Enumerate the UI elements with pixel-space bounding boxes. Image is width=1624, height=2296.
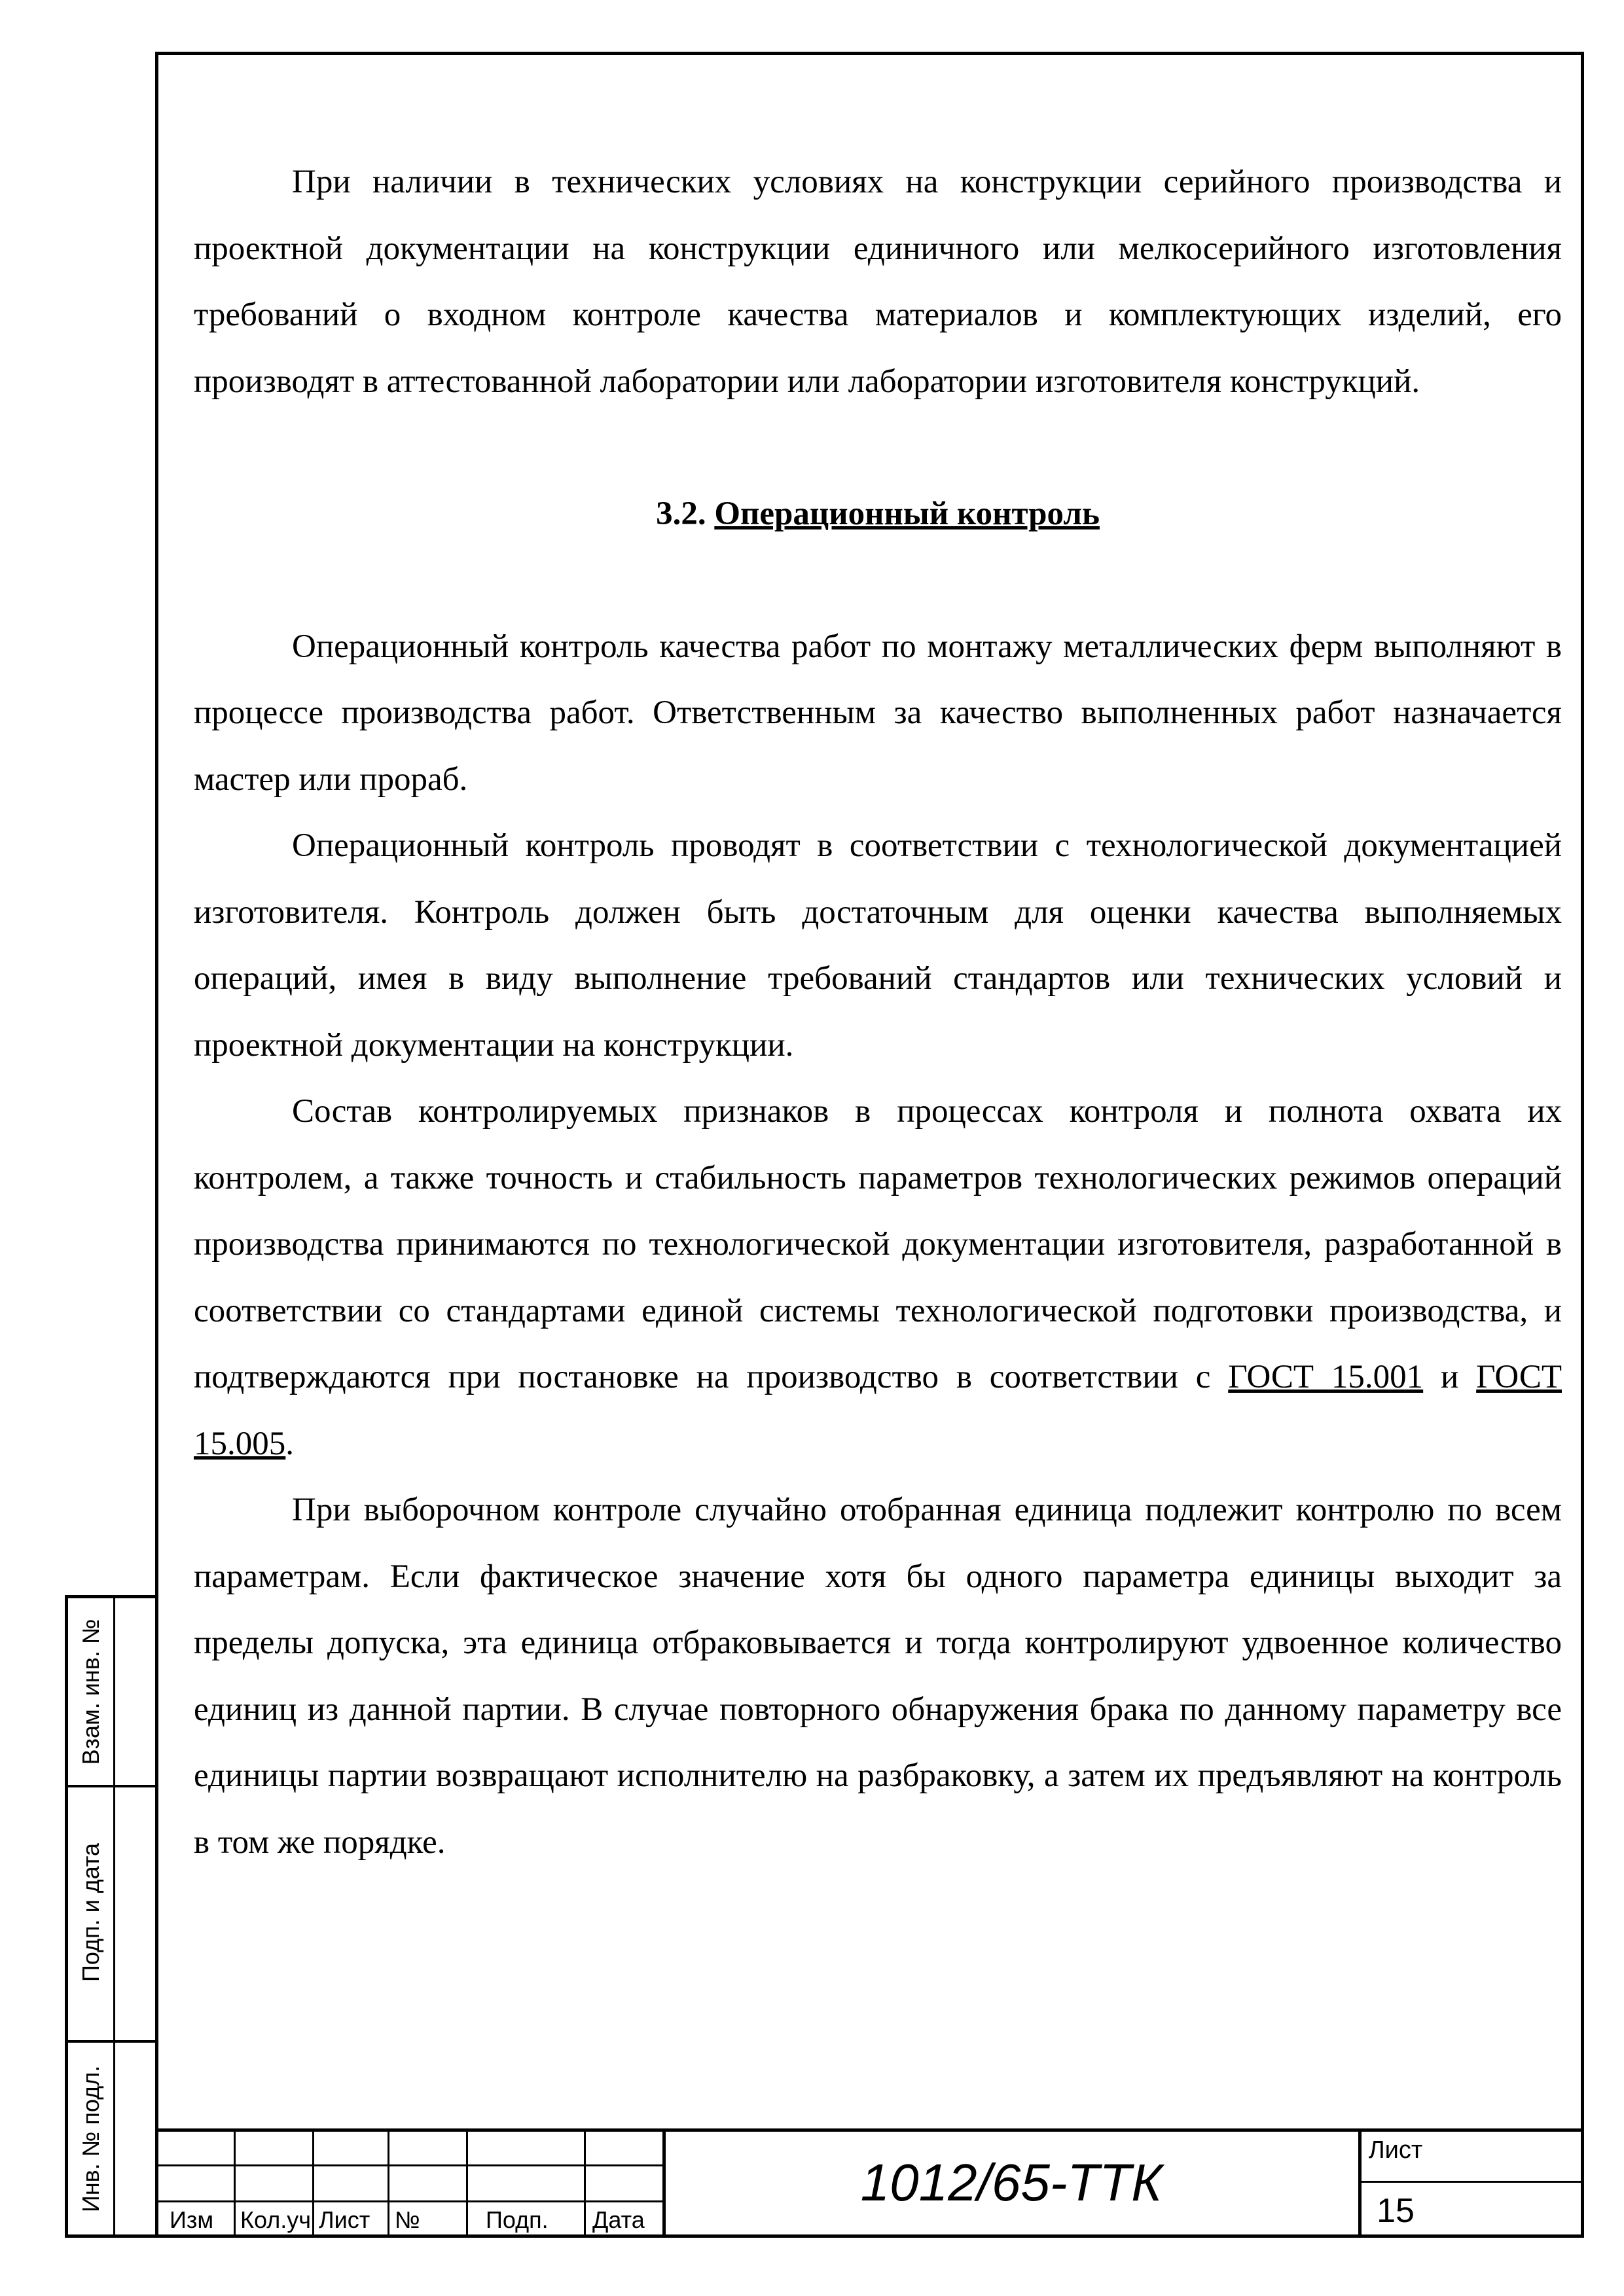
col-kol-uch: Кол.уч xyxy=(240,2206,311,2233)
title-block-col-rule xyxy=(234,2128,236,2238)
document-body xyxy=(194,149,1562,1876)
gost-15-001-link[interactable]: ГОСТ 15.001 xyxy=(1228,1359,1424,1395)
paragraph-input-control: При наличии в технических условиях на конструкции серийного производства и проектной документации на конструкции единичного или мелкосерийного изготовления требований о входном контроле качества материалов и комплектующих изделий, его производят в аттестованной лаборатории или лаборатории изготовителя конструкций. xyxy=(194,164,1562,400)
section-number: 3.2. xyxy=(656,495,715,532)
title-block-row-rule xyxy=(155,2164,662,2166)
section-heading xyxy=(194,481,1562,548)
paragraph-control-documentation: Операционный контроль проводят в соответствии с технологической документацией изготовителя. Контроль должен быть достаточным для оценки качества выполняемых операций, имея в виду выполнение требований стандартов или технических условий и проектной документации на конструкции. xyxy=(194,827,1562,1064)
paragraph-text: Состав контролируемых признаков в процессах контроля и полнота охвата их контролем, а также точность и стабильность параметров технологических режимов операций производства принимаются по технологической документации изготовителя, разработанной в соответствии со стандартами единой системы технологической подготовки производства, и подтверждаются при постановке на производство в соответствии с xyxy=(194,1093,1562,1395)
paragraph-operational-control: Операционный контроль качества работ по монтажу металлических ферм выполняют в процессе производства работ. Ответственным за качество выполненных работ назначается мастер или прораб. xyxy=(194,628,1562,798)
col-izm: Изм xyxy=(170,2206,214,2233)
paragraph-sampling-control: При выборочном контроле случайно отобранная единица подлежит контролю по всем параметрам. Если фактическое значение хотя бы одного параметра единицы выходит за пределы допуска, эта единица отбраковывается и тогда контролируют удвоенное количество единиц из данной партии. В случае повторного обнаружения брака по данному параметру все единицы партии возвращают исполнителю на разбраковку, а затем их предъявляют на контроль в том же порядке. xyxy=(194,1492,1562,1861)
sheet-number: 15 xyxy=(1377,2192,1415,2230)
title-block-sheet-rule xyxy=(1360,2181,1584,2183)
title-block-row-rule xyxy=(155,2200,662,2202)
col-data: Дата xyxy=(592,2206,645,2233)
title-block-col-rule xyxy=(388,2128,389,2238)
side-stamp xyxy=(65,1595,155,2238)
paragraph-control-composition xyxy=(194,1079,1562,1477)
side-stamp-vzam: Взам. инв. № xyxy=(77,1618,104,1765)
col-podp: Подп. xyxy=(486,2206,549,2233)
col-list: Лист xyxy=(319,2206,370,2233)
section-title: Операционный контроль xyxy=(714,495,1100,532)
title-block-col-rule xyxy=(466,2128,468,2238)
sheet-label: Лист xyxy=(1368,2136,1423,2164)
title-block-col-rule xyxy=(1358,2128,1362,2238)
title-block-top-rule xyxy=(155,2128,1584,2132)
side-stamp-divider xyxy=(113,1598,115,2234)
title-block-col-rule xyxy=(312,2128,314,2238)
conjunction-text: и xyxy=(1423,1359,1477,1395)
col-number: № xyxy=(395,2206,420,2233)
side-stamp-podp: Подп. и дата xyxy=(77,1842,104,1982)
document-code: 1012/65-ТТК xyxy=(860,2153,1163,2212)
side-stamp-inv: Инв. № подл. xyxy=(77,2065,104,2213)
title-block-col-rule xyxy=(584,2128,586,2238)
title-block xyxy=(155,2128,1584,2238)
gost-15-005-link[interactable]: ГОСТ 15.005 xyxy=(194,1359,1562,1462)
paragraph-end: . xyxy=(285,1425,294,1462)
